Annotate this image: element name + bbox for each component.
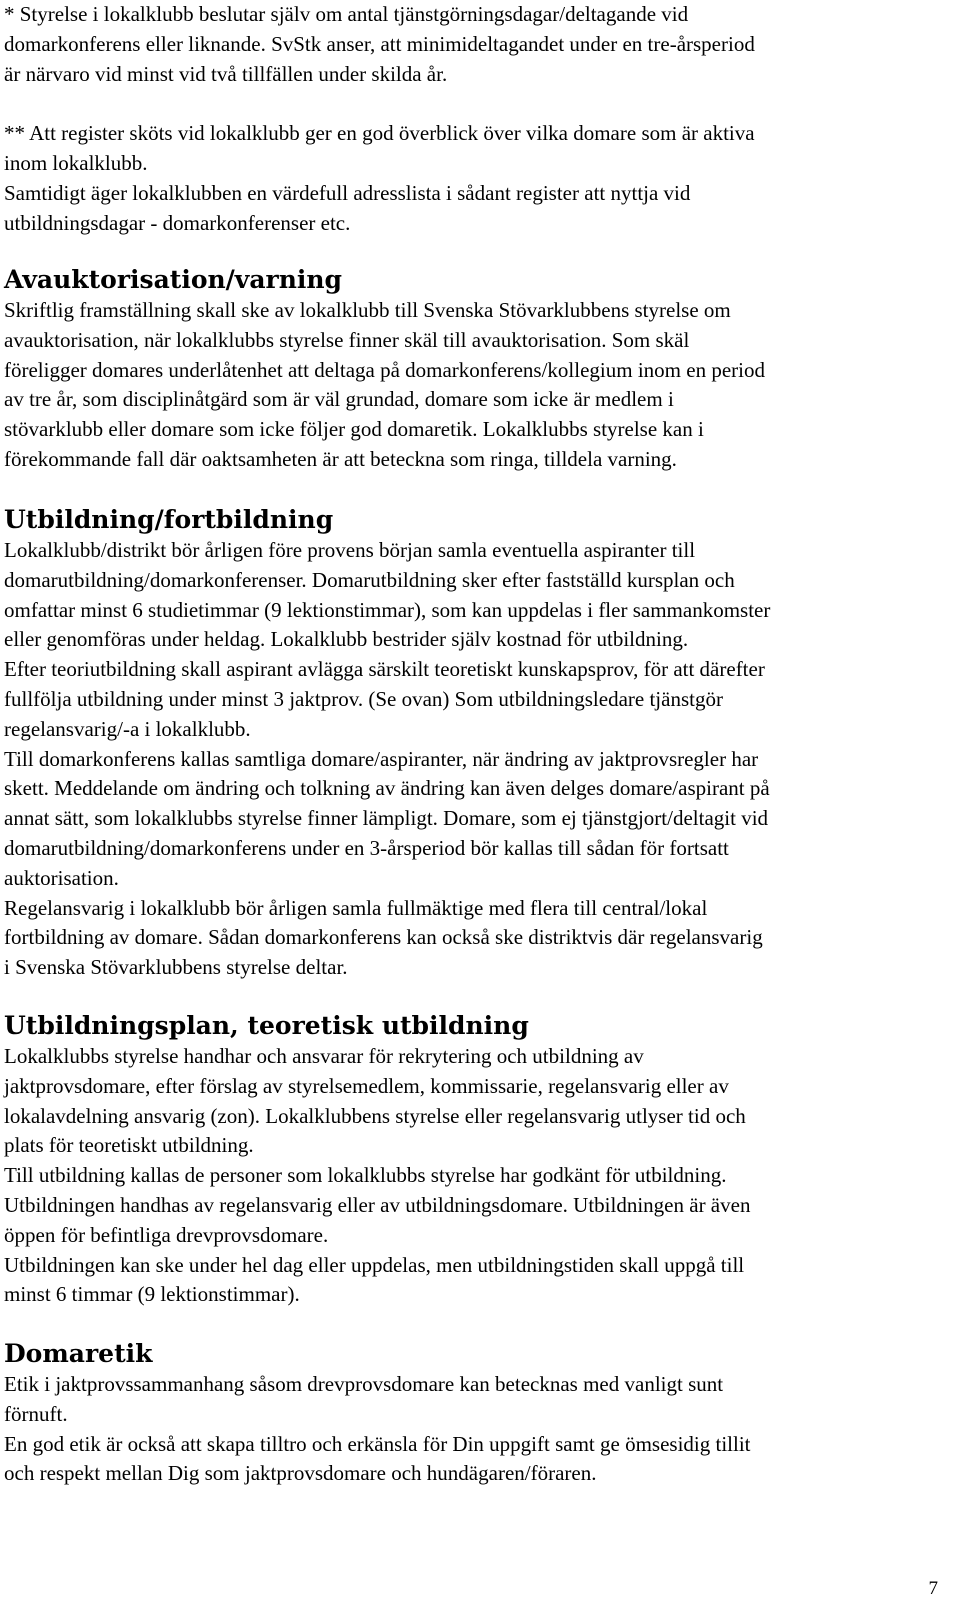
paragraph-line: Regelansvarig i lokalklubb bör årligen samla fullmäktige med flera till central/lokal [4, 895, 708, 920]
paragraph-line: avauktorisation, när lokalklubbs styrelse finner skäl till avauktorisation. Som skäl [4, 327, 690, 352]
paragraph-line: Utbildningen kan ske under hel dag eller uppdelas, men utbildningstiden skall uppgå till [4, 1252, 745, 1277]
paragraph-line: i Svenska Stövarklubbens styrelse deltar. [4, 955, 348, 980]
paragraph-line: lokalavdelning ansvarig (zon). Lokalklubbens styrelse eller regelansvarig utlyser tid och [4, 1103, 746, 1128]
paragraph-line: annat sätt, som lokalklubbs styrelse finner lämpligt. Domare, som ej tjänstgjort/deltagit vid [4, 806, 769, 831]
footnote-1-line-2: domarkonferens eller liknande. SvStk anser, att minimideltagandet under en tre-årsperiod [4, 31, 755, 56]
footnotes-block [4, 0, 938, 238]
section-avauktorisation [4, 264, 938, 475]
paragraph-line: Efter teoriutbildning skall aspirant avlägga särskilt teoretiskt kunskapsprov, för att därefter [4, 657, 765, 682]
paragraph-line: minst 6 timmar (9 lektionstimmar). [4, 1282, 300, 1307]
paragraph-line: föreligger domares underlåtenhet att deltaga på domarkonferens/kollegium inom en period [4, 357, 765, 382]
section-utbildning [4, 504, 938, 983]
footnote-1-line-1: * Styrelse i lokalklubb beslutar själv om antal tjänstgörningsdagar/deltagande vid [4, 2, 689, 26]
footnote-2-line-1: ** Att register sköts vid lokalklubb ger en god överblick över vilka domare som är aktiva [4, 121, 755, 146]
section-heading: Avauktorisation/varning [4, 265, 343, 294]
paragraph-line: stövarklubb eller domare som icke följer god domaretik. Lokalklubbs styrelse kan i [4, 417, 704, 442]
paragraph-line: domarutbildning/domarkonferens under en 3-årsperiod bör kallas till sådan för fortsatt [4, 835, 729, 860]
paragraph-line: öppen för befintliga drevprovsdomare. [4, 1222, 329, 1247]
paragraph-line: domarutbildning/domarkonferenser. Domarutbildning sker efter fastställd kursplan och [4, 567, 735, 592]
section-heading: Domaretik [4, 1339, 153, 1368]
blank-line [4, 89, 938, 119]
paragraph-line: förekommande fall där oaktsamheten är att beteckna som ringa, tilldela varning. [4, 446, 677, 471]
paragraph-line: Till domarkonferens kallas samtliga domare/aspiranter, när ändring av jaktprovsregler har [4, 746, 759, 771]
paragraph-line: av tre år, som disciplinåtgärd som är väl grundad, domare som icke är medlem i [4, 387, 674, 412]
footnote-2-line-3: Samtidigt äger lokalklubben en värdefull adresslista i sådant register att nyttja vid [4, 180, 691, 205]
paragraph-line: Lokalklubb/distrikt bör årligen före provens början samla eventuella aspiranter till [4, 538, 696, 562]
section-domaretik [4, 1338, 938, 1489]
paragraph-line: jaktprovsdomare, efter förslag av styrelsemedlem, kommissarie, regelansvarig eller av [4, 1073, 729, 1098]
section-heading: Utbildningsplan, teoretisk utbildning [4, 1011, 529, 1040]
paragraph-line: omfattar minst 6 studietimmar (9 lektionstimmar), som kan uppdelas i fler sammankomster [4, 597, 771, 622]
paragraph-line: Lokalklubbs styrelse handhar och ansvarar för rekrytering och utbildning av [4, 1044, 644, 1068]
section-heading: Utbildning/fortbildning [4, 505, 334, 534]
footnote-2-line-2: inom lokalklubb. [4, 150, 148, 175]
paragraph-line: Utbildningen handhas av regelansvarig eller av utbildningsdomare. Utbildningen är även [4, 1192, 751, 1217]
section-utbildningsplan [4, 1010, 938, 1310]
paragraph-line: och respekt mellan Dig som jaktprovsdomare och hundägaren/föraren. [4, 1461, 597, 1486]
paragraph-line: plats för teoretiskt utbildning. [4, 1133, 254, 1158]
paragraph-line: Skriftlig framställning skall ske av lokalklubb till Svenska Stövarklubbens styrelse om [4, 298, 731, 322]
paragraph-line: skett. Meddelande om ändring och tolkning av ändring kan även delges domare/aspirant på [4, 776, 770, 801]
footnote-2-line-4: utbildningsdagar - domarkonferenser etc. [4, 210, 351, 235]
paragraph-line: fullfölja utbildning under minst 3 jaktprov. (Se ovan) Som utbildningsledare tjänstgör [4, 686, 723, 711]
paragraph-line: regelansvarig/-a i lokalklubb. [4, 716, 251, 741]
paragraph-line: Etik i jaktprovssammanhang såsom drevprovsdomare kan betecknas med vanligt sunt [4, 1372, 724, 1396]
paragraph-line: eller genomföras under heldag. Lokalklubb bestrider själv kostnad för utbildning. [4, 627, 689, 652]
footnote-1-line-3: är närvaro vid minst vid två tillfällen under skilda år. [4, 61, 448, 86]
paragraph-line: fortbildning av domare. Sådan domarkonferens kan också ske distriktvis där regelansvarig [4, 925, 763, 950]
paragraph-line: auktorisation. [4, 865, 119, 890]
page-number: 7 [928, 1578, 938, 1599]
paragraph-line: förnuft. [4, 1401, 68, 1426]
paragraph-line: Till utbildning kallas de personer som lokalklubbs styrelse har godkänt för utbildning. [4, 1163, 727, 1188]
paragraph-line: En god etik är också att skapa tilltro och erkänsla för Din uppgift samt ge ömsesidig tillit [4, 1431, 751, 1456]
